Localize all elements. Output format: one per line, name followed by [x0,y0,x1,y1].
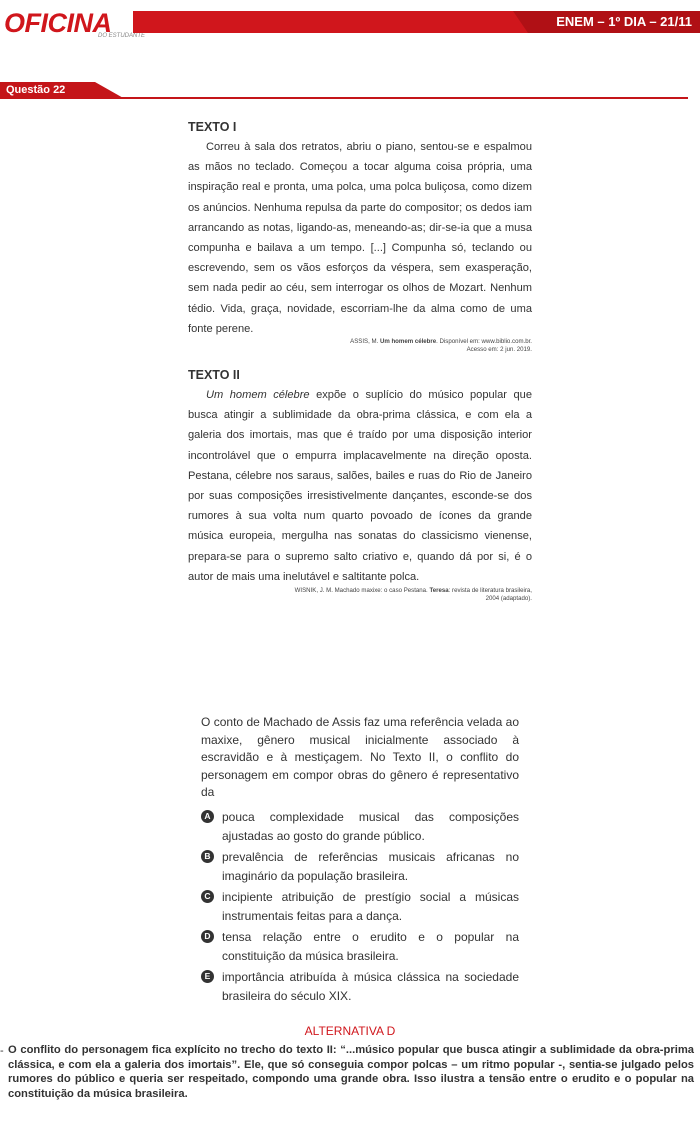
texto2-title: TEXTO II [188,368,240,383]
texto1-source-access: Acesso em: 2 jun. 2019. [466,346,532,354]
texto2-source-year: 2004 (adaptado). [485,595,532,603]
explanation-dash: - [0,1045,4,1057]
options-list [201,808,519,1008]
option-c-text: incipiente atribuição de prestígio social a músicas instrumentais feitas para a dança. [222,890,519,923]
option-a-letter: A [201,810,214,823]
option-e-letter: E [201,970,214,983]
option-e[interactable] [201,968,519,1005]
texto1-title: TEXTO I [188,120,237,134]
texto2-work-title: Um homem célebre [206,389,310,402]
texto2-source-rest: : revista de literatura brasileira, [448,587,532,595]
option-d-letter: D [201,930,214,943]
option-b[interactable] [201,848,519,885]
option-a-text: pouca complexidade musical das composições ajustadas ao gosto do grande público. [222,810,519,843]
option-c[interactable] [201,888,519,925]
question-number: Questão 22 [6,84,66,96]
texto2-body [188,385,532,587]
exam-label: ENEM – 1º DIA – 21/11 [556,14,692,29]
logo: OFICINA [4,8,112,38]
explanation-text: O conflito do personagem fica explícito no trecho do texto II: “...músico popular que busca atingir a sublimidade da obra-prima clássica, e com ela a galeria dos imortais”. Ele, que só conseguia compor polcas – um ritmo popular -, sentia-se julgado pelos rumores do público e queria ser respeitado, compondo uma grande obra. Isso ilustra a tensão entre o erudito e o popular na constituição da música brasileira. [8,1044,694,1100]
option-e-text: importância atribuída à música clássica na sociedade brasileira do século XIX. [222,970,519,1003]
texto2-text: expõe o suplício do músico popular que busca atingir a sublimidade da obra-prima clássica, e com ela a galeria dos imortais, mas que é traído por uma disposição interior incontrolável que o empurra implacavelmente na direção oposta. Pestana, célebre nos saraus, salões, bailes e ruas do Rio de Janeiro por suas composições irresistivelmente dançantes, esconde-se dos rumores à sua volta num quarto povoado de ícones da grande música europeia, mergulha nas sonatas do classicismo vienense, prepara-se para o supremo salto criativo e, quando dá por si, é o autor de mais uma inelutável e saltitante polca. [188,389,532,583]
texto2-source [188,587,532,603]
texto1-source-rest: . Disponível em: www.biblio.com.br. [436,338,532,346]
logo-subtitle: DO ESTUDANTE [98,33,146,39]
answer-label: ALTERNATIVA D [304,1024,396,1038]
texto1-source-work: Um homem célebre [379,338,437,346]
question-stem: O conto de Machado de Assis faz uma referência velada ao maxixe, gênero musical inicialmente associado à escravidão e à mestiçagem. No Texto II, o conflito do personagem em compor obras do gênero é representativo da [201,715,519,799]
texto2-source-author: WISNIK, J. M. Machado maxixe: o caso Pestana. [294,587,428,595]
texts-block [188,108,532,668]
option-b-letter: B [201,850,214,863]
texto1-source [188,338,532,354]
texto2-source-work: Teresa [429,587,449,595]
texto1-source-author: ASSIS, M. [350,338,379,346]
texto1-body [188,137,532,339]
option-c-letter: C [201,890,214,903]
option-a[interactable] [201,808,519,845]
option-d[interactable] [201,928,519,965]
page-header [0,0,700,39]
option-d-text: tensa relação entre o erudito e o popular na constituição da música brasileira. [222,930,519,963]
question-rule [0,97,688,99]
texto1-text: Correu à sala dos retratos, abriu o piano, sentou-se e espalmou as mãos no teclado. Começou a tocar alguma coisa própria, uma inspiração real e pronta, uma polca, uma polca buliçosa, como dizem os anúncios. Nenhuma repulsa da parte do compositor; os dedos iam arrancando as notas, ligando-as, meneando-as; dir-se-ia que a musa compunha e bailava a um tempo. [...] Compunha só, teclando ou escrevendo, sem os vãos esforços da véspera, sem exasperação, sem nada pedir ao céu, sem interrogar os olhos de Mozart. Nenhum tédio. Vida, graça, novidade, escorriam-lhe da alma como de uma fonte perene. [188,141,532,335]
option-b-text: prevalência de referências musicais africanas no imaginário da população brasileira. [222,850,519,883]
